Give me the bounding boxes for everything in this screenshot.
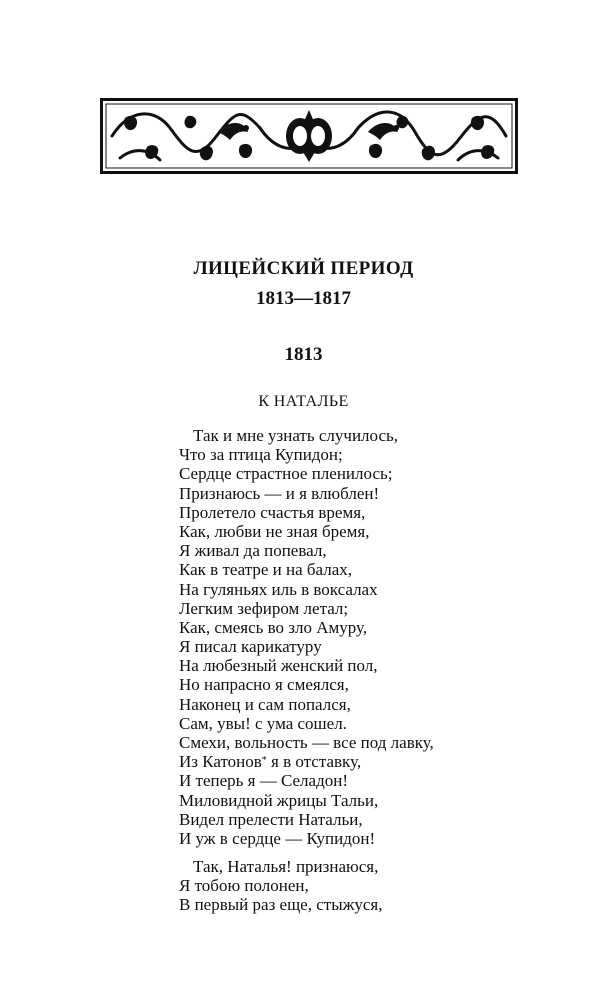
poem-line: Видел прелести Натальи,: [179, 809, 363, 829]
poem-line: Так и мне узнать случилось,: [193, 426, 398, 445]
poem-line: Как в театре и на балах,: [179, 560, 353, 580]
poem-stanza-2: [179, 857, 539, 915]
poem-line: Я живал да попевал,: [179, 541, 327, 561]
poem-stanza-1: [179, 426, 539, 848]
poem-line: Я писал карикатуру: [179, 637, 322, 657]
floral-scroll-ornament-icon: [100, 98, 518, 174]
poem-line: И теперь я — Селадон!: [179, 771, 348, 791]
section-years: 1813—1817: [256, 288, 351, 309]
poem-line: И уж в сердце — Купидон!: [179, 828, 376, 848]
poem-line: В первый раз еще, стыжуся,: [179, 895, 383, 915]
poem-line: Я тобою полонен,: [179, 876, 309, 896]
poem-line: Легким зефиром летал;: [179, 598, 349, 618]
poem-line: Сердце страстное пленилось;: [179, 464, 393, 484]
poem-line: Пролетело счастья время,: [179, 502, 366, 522]
poem-line: Миловидной жрицы Тальи,: [179, 790, 379, 810]
poem-line: На гуляньях иль в воксалах: [179, 579, 378, 599]
poem-line: Но напрасно я смеялся,: [179, 675, 349, 695]
poem-line: Как, любви не зная бремя,: [179, 521, 370, 541]
poem-line: Что за птица Купидон;: [179, 445, 343, 465]
footnote-marker: *: [261, 755, 267, 767]
poem-line: Из Катонов* я в отставку,: [179, 752, 362, 772]
poem-title: К НАТАЛЬЕ: [258, 393, 349, 410]
poem-line: На любезный женский пол,: [179, 656, 378, 676]
section-title: ЛИЦЕЙСКИЙ ПЕРИОД: [193, 258, 414, 279]
poem-line: Смехи, вольность — все под лавку,: [179, 733, 434, 752]
poem-line: Как, смеясь во зло Амуру,: [179, 617, 368, 637]
poem-line: Признаюсь — и я влюблен!: [179, 483, 380, 503]
poem-line: Наконец и сам попался,: [179, 694, 351, 714]
year-heading: 1813: [284, 344, 323, 365]
poem-line: Так, Наталья! признаюся,: [193, 857, 379, 876]
poem-line: Сам, увы! с ума сошел.: [179, 713, 347, 733]
